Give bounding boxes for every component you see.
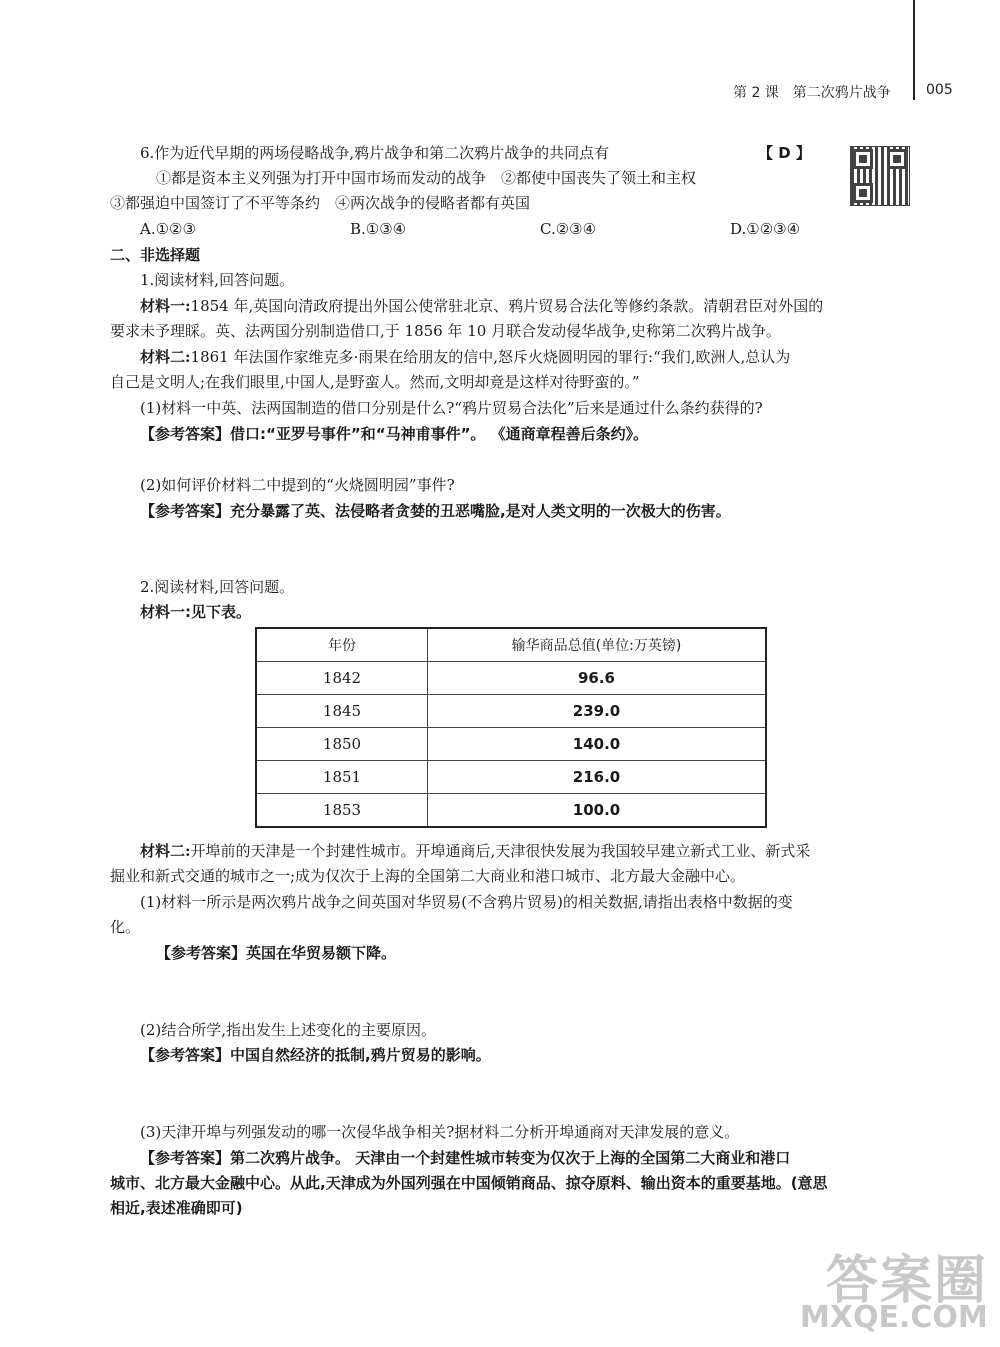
table-row [256,662,766,695]
year-cell: 1845 [256,695,428,728]
q6-line2: ③都强迫中国签订了不平等条约 ④两次战争的侵略者都有英国 [110,194,531,212]
q2-material2-label: 材料二: [140,842,191,860]
q6-option-a: A.①②③ [140,220,196,238]
value-cell: 216.0 [428,761,767,794]
q2-answer3-line2: 城市、北方最大金融中心。从此,天津成为外国列强在中国倾销商品、掠夺原料、输出资本的重要基地。(意思 [110,1174,828,1192]
value-cell: 96.6 [428,662,767,695]
year-cell: 1851 [256,761,428,794]
q1-material1-label: 材料一: [140,297,191,315]
q1-material2-line1 [140,347,790,367]
table-row [256,794,766,828]
q1-material1-text: 1854 年,英国向清政府提出外国公使常驻北京、鸦片贸易合法化等修约条款。清朝君臣对外国的 [190,297,824,315]
table-row [256,728,766,761]
q1-material1-line2: 要求未予理睬。英、法两国分别制造借口,于 1856 年 10 月联合发动侵华战争,史称第二次鸦片战争。 [110,322,781,340]
q1-material2-line2: 自己是文明人;在我们眼里,中国人,是野蛮人。然而,文明却竟是这样对待野蛮的。” [110,373,640,391]
header-divider [913,0,915,100]
year-cell: 1850 [256,728,428,761]
q2-answer3-line1: 【参考答案】第二次鸦片战争。 天津由一个封建性城市转变为仅次于上海的全国第二大商业和港口 [140,1149,791,1167]
table-row [256,761,766,794]
q2-material2-line1 [140,841,810,861]
year-cell: 1842 [256,662,428,695]
q1-answer1: 【参考答案】借口:“亚罗号事件”和“马神甫事件”。 《通商章程善后条约》。 [140,425,649,443]
q2-material2-line2: 掘业和新式交通的城市之一;成为仅次于上海的全国第二大商业和港口城市、北方最大金融中心。 [110,867,746,885]
value-cell: 140.0 [428,728,767,761]
q6-option-d: D.①②③④ [730,220,801,238]
q2-answer2: 【参考答案】中国自然经济的抵制,鸦片贸易的影响。 [140,1046,491,1064]
section-title: 二、非选择题 [110,246,201,264]
q2-material2-text: 开埠前的天津是一个封建性城市。开埠通商后,天津很快发展为我国较早建立新式工业、新式采 [190,842,811,860]
q1-material2-label: 材料二: [140,348,191,366]
value-cell: 239.0 [428,695,767,728]
q2-material1: 材料一:见下表。 [140,603,251,621]
q6-option-c: C.②③④ [540,220,597,238]
watermark-site: MXQE.COM [800,1300,988,1335]
q1-sub2: (2)如何评价材料二中提到的“火烧圆明园”事件? [140,476,455,494]
q2-answer3-line3: 相近,表述准确即可) [110,1199,243,1217]
q6-option-b: B.①③④ [350,220,407,238]
q1-material2-text: 1861 年法国作家维克多·雨果在给朋友的信中,怒斥火烧圆明园的罪行:“我们,欧洲人,总认为 [190,348,791,366]
qr-code-icon[interactable] [850,146,910,206]
q1-answer2: 【参考答案】充分暴露了英、法侵略者贪婪的丑恶嘴脸,是对人类文明的一次极大的伤害。 [140,502,731,520]
q1-stem: 1.阅读材料,回答问题。 [140,271,295,289]
q2-stem: 2.阅读材料,回答问题。 [140,578,295,596]
q2-sub1-line1: (1)材料一所示是两次鸦片战争之间英国对华贸易(不含鸦片贸易)的相关数据,请指出表格中数据的变 [140,893,793,911]
table-row [256,695,766,728]
q6-line1: ①都是资本主义列强为打开中国市场而发动的战争 ②都使中国丧失了领土和主权 [156,169,697,187]
trade-table [255,627,767,828]
watermark-logo: 答案圈 [826,1251,989,1311]
q6-answer: 【 D 】 [758,144,811,162]
q2-sub1-line2: 化。 [110,918,141,936]
year-cell: 1853 [256,794,428,828]
q6-stem: 6.作为近代早期的两场侵略战争,鸦片战争和第二次鸦片战争的共同点有 [140,144,610,162]
value-cell: 100.0 [428,794,767,828]
q2-answer1: 【参考答案】英国在华贸易额下降。 [156,944,397,962]
q2-sub2: (2)结合所学,指出发生上述变化的主要原因。 [140,1021,437,1039]
q1-sub1: (1)材料一中英、法两国制造的借口分别是什么?“鸦片贸易合法化”后来是通过什么条约获得的? [140,399,763,417]
table-header-year: 年份 [256,628,428,662]
q2-sub3: (3)天津开埠与列强发动的哪一次侵华战争相关?据材料二分析开埠通商对天津发展的意义。 [140,1123,740,1141]
q1-material1-line1 [140,296,823,316]
page-number: 005 [926,82,953,98]
table-header-value: 输华商品总值(单位:万英镑) [428,628,767,662]
lesson-title: 第 2 课 第二次鸦片战争 [733,85,891,101]
